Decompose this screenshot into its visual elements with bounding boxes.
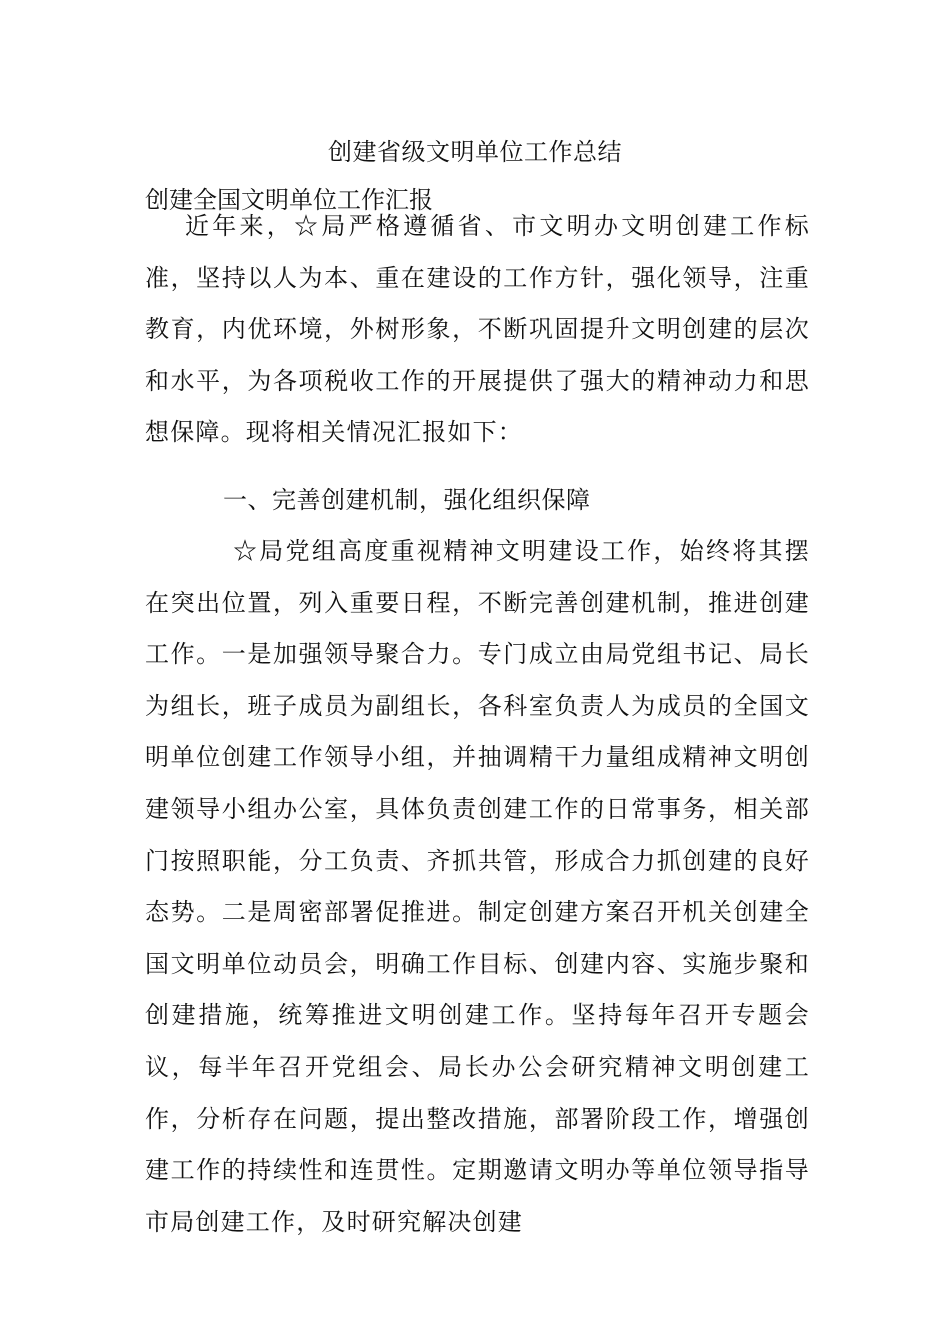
paragraph-section-1: ☆局党组高度重视精神文明建设工作，始终将其摆在突出位置，列入重要日程，不断完善创建机制，推进创建工作。一是加强领导聚合力。专门成立由局党组书记、局长为组长，班子成员为副组长，各科室负责人为成员的全国文明单位创建工作领导小组，并抽调精干力量组成精神文明创建领导小组办公室，具体负责创建工作的日常事务，相关部门按照职能，分工负责、齐抓共管，形成合力抓创建的良好态势。二是周密部署促推进。制定创建方案召开机关创建全国文明单位动员会，明确工作目标、创建内容、实施步聚和创建措施，统筹推进文明创建工作。坚持每年召开专题会议，每半年召开党组会、局长办公会研究精神文明创建工作，分析存在问题，提出整改措施，部署阶段工作，增强创建工作的持续性和连贯性。定期邀请文明办等单位领导指导市局创建工作，及时研究解决创建 <box>145 537 810 1236</box>
document-subtitle: 创建全国文明单位工作汇报 <box>145 186 433 214</box>
section-heading-1: 一、完善创建机制，强化组织保障 <box>223 486 591 514</box>
paragraph-intro: 近年来，☆局严格遵循省、市文明办文明创建工作标准，坚持以人为本、重在建设的工作方针，强化领导，注重教育，内优环境，外树形象，不断巩固提升文明创建的层次和水平，为各项税收工作的开展提供了强大的精神动力和思想保障。现将相关情况汇报如下： <box>145 212 810 447</box>
document-title: 创建省级文明单位工作总结 <box>328 138 622 166</box>
